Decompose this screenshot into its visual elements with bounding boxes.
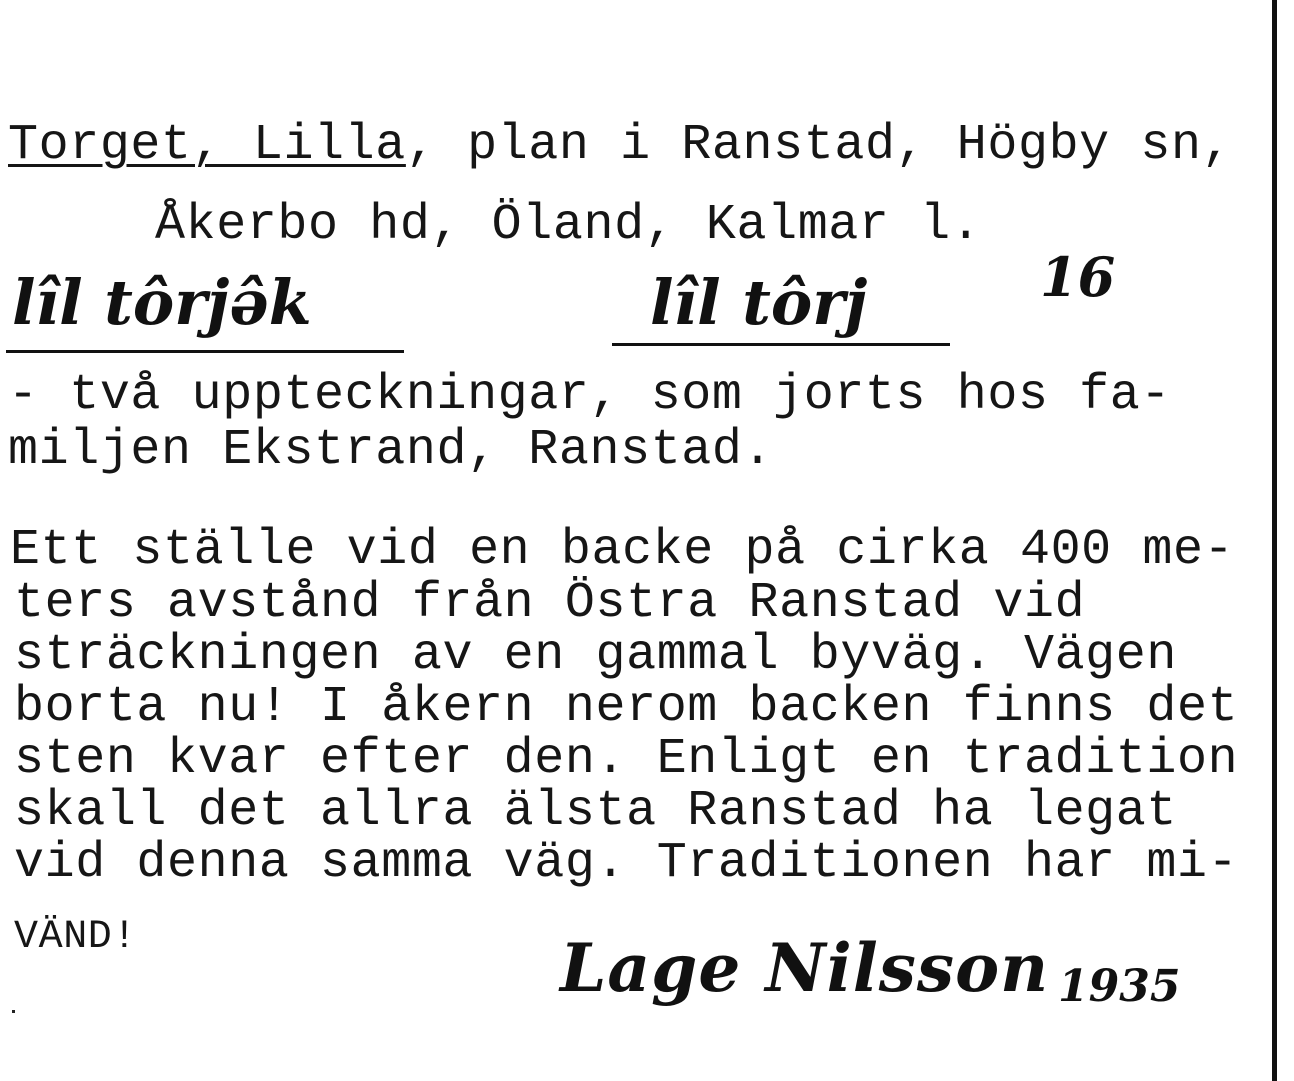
signature: Lage Nilsson — [560, 929, 1050, 1007]
header-line-1-rest: , plan i Ranstad, Högby sn, — [405, 117, 1233, 174]
dialect-form-2: lîl tôrj — [650, 266, 868, 339]
dialect-form-1: lîl tôrjə̂k — [12, 266, 312, 339]
ink-speck — [12, 1010, 15, 1013]
dialect-form-2-underline — [612, 343, 950, 346]
body-line-3: sträckningen av en gammal byväg. Vägen — [14, 627, 1177, 684]
dialect-form-1-underline — [6, 350, 404, 353]
header-line-2: Åkerbo hd, Öland, Kalmar l. — [155, 197, 982, 254]
body-line-4: borta nu! I åkern nerom backen finns det — [14, 679, 1239, 736]
card-right-edge — [1272, 0, 1277, 1081]
turn-over-note: VÄND! — [14, 915, 138, 960]
body-line-5: sten kvar efter den. Enligt en tradition — [14, 731, 1239, 788]
note-line-2: miljen Ekstrand, Ranstad. — [8, 422, 774, 479]
body-line-1: Ett ställe vid en backe på cirka 400 me- — [10, 522, 1235, 579]
place-name: Torget, Lilla — [8, 117, 406, 174]
signature-year: 1935 — [1058, 961, 1181, 1012]
header-line-1 — [8, 117, 1233, 174]
body-line-7: vid denna samma väg. Traditionen har mi- — [14, 835, 1239, 892]
body-line-2: ters avstånd från Östra Ranstad vid — [14, 575, 1086, 632]
note-line-1: - två uppteckningar, som jorts hos fa- — [8, 367, 1171, 424]
body-line-6: skall det allra älsta Ranstad ha legat — [14, 783, 1177, 840]
card-number: 16 — [1040, 245, 1116, 309]
